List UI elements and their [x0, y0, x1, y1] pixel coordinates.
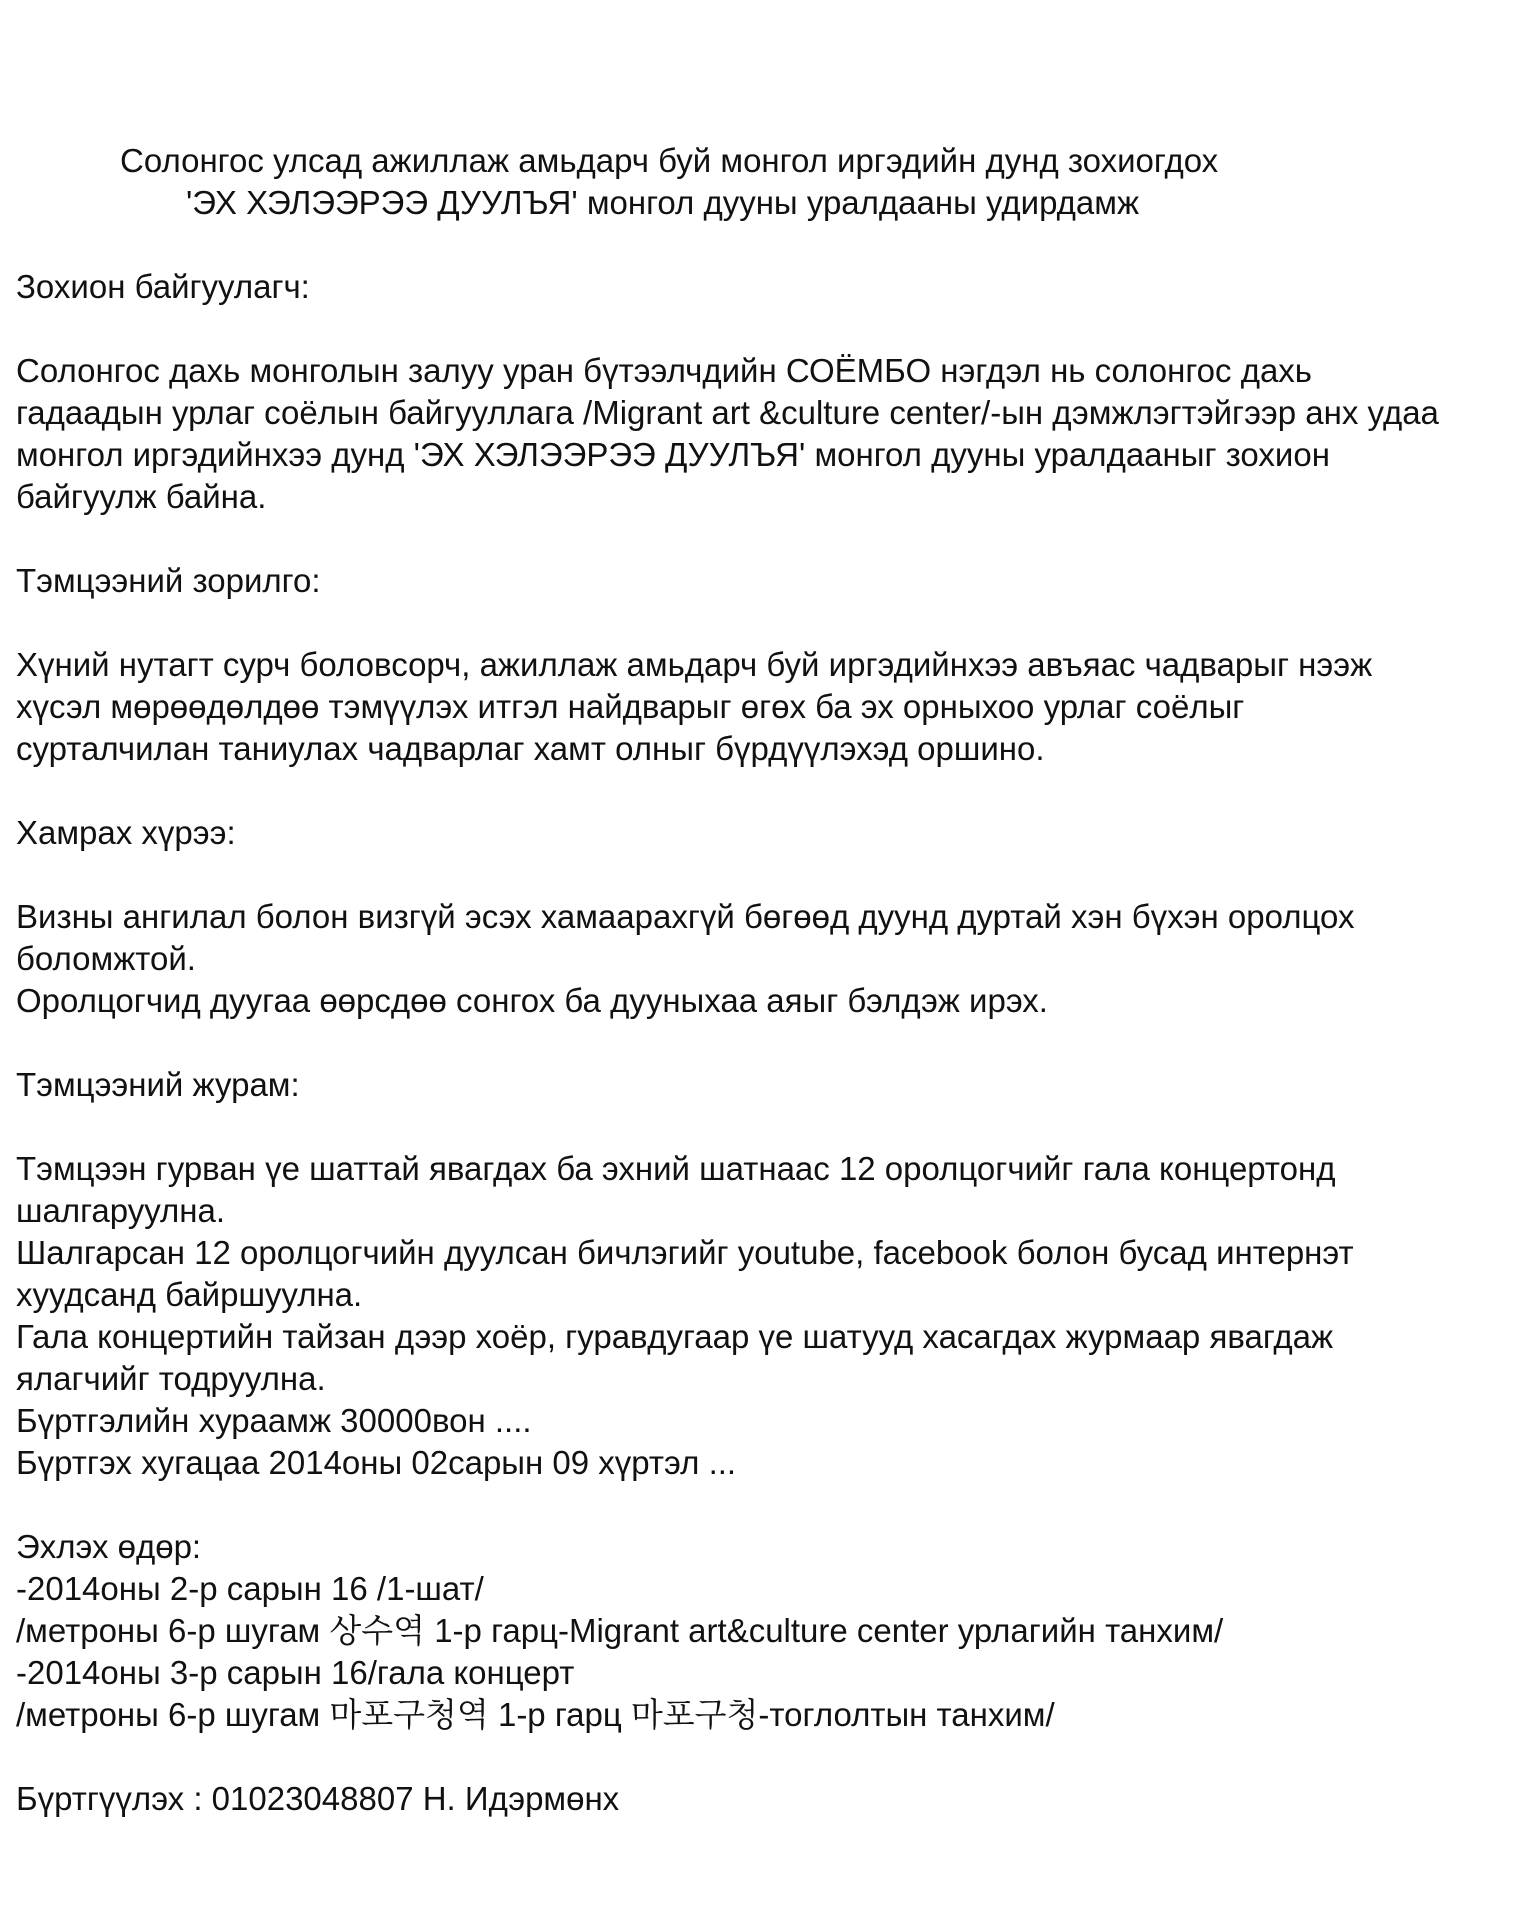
rules-heading: Тэмцээний журам: [16, 1066, 300, 1103]
rules-text-line: Шалгарсан 12 оролцогчийн дуулсан бичлэгийг youtube, facebook болон бусад интернэт [16, 1234, 1354, 1271]
spacer [16, 770, 1516, 812]
organizer-section [16, 266, 1516, 518]
goal-heading: Тэмцээний зорилго: [16, 562, 321, 599]
spacer [16, 602, 1516, 644]
document-title-line-2: 'ЭХ ХЭЛЭЭРЭЭ ДУУЛЪЯ' монгол дууны уралдааны удирдамж [186, 184, 1140, 221]
spacer [16, 1736, 1516, 1778]
goal-section [16, 560, 1516, 770]
scope-section [16, 812, 1516, 1022]
scope-text-line: боломжтой. [16, 940, 196, 977]
organizer-text-line: байгуулж байна. [16, 478, 267, 515]
rules-text-line: Гала концертийн тайзан дээр хоёр, гуравдугаар үе шатууд хасагдах журмаар явагдаж [16, 1318, 1334, 1355]
registrar-contact: Бүртгүүлэх : 01023048807 Н. Идэрмөнх [16, 1780, 620, 1817]
spacer [16, 1106, 1516, 1148]
start-section [16, 1526, 1516, 1736]
spacer [16, 518, 1516, 560]
rules-text-line: ялагчийг тодруулна. [16, 1360, 326, 1397]
start-text-line: -2014оны 2-р сарын 16 /1-шат/ [16, 1570, 484, 1607]
scope-text-line: Оролцогчид дуугаа өөрсдөө сонгох ба дууныхаа аяыг бэлдэж ирэх. [16, 982, 1048, 1019]
start-text-line: /метроны 6-р шугам 마포구청역 1-р гарц 마포구청-тоглолтын танхим/ [16, 1696, 1055, 1733]
document-body [16, 140, 1516, 1820]
rules-text-line: Бүртгэх хугацаа 2014оны 02сарын 09 хүртэл ... [16, 1444, 737, 1481]
goal-text-line: сурталчилан таниулах чадварлаг хамт олныг бүрдүүлэхэд оршино. [16, 730, 1045, 767]
rules-text-line: хуудсанд байршуулна. [16, 1276, 363, 1313]
start-text-line: -2014оны 3-р сарын 16/гала концерт [16, 1654, 575, 1691]
document-title-line-1: Солонгос улсад ажиллаж амьдарч буй монгол иргэдийн дунд зохиогдох [120, 142, 1219, 179]
spacer [16, 224, 1516, 266]
spacer [16, 1022, 1516, 1064]
organizer-text-line: монгол иргэдийнхээ дунд 'ЭХ ХЭЛЭЭРЭЭ ДУУЛЪЯ' монгол дууны уралдааныг зохион [16, 436, 1330, 473]
organizer-text-line: гадаадын урлаг соёлын байгууллага /Migrant art &culture center/-ын дэмжлэгтэйгээр анх удаа [16, 394, 1439, 431]
rules-section [16, 1064, 1516, 1484]
scope-heading: Хамрах хүрээ: [16, 814, 236, 851]
goal-text-line: хүсэл мөрөөдөлдөө тэмүүлэх итгэл найдварыг өгөх ба эх орныхоо урлаг соёлыг [16, 688, 1245, 725]
spacer [16, 854, 1516, 896]
scope-text-line: Визны ангилал болон визгүй эсэх хамаарахгүй бөгөөд дуунд дуртай хэн бүхэн оролцох [16, 898, 1355, 935]
spacer [16, 308, 1516, 350]
rules-text-line: Тэмцээн гурван үе шаттай явагдах ба эхний шатнаас 12 оролцогчийг гала концертонд [16, 1150, 1336, 1187]
spacer [16, 1484, 1516, 1526]
goal-text-line: Хүний нутагт сурч боловсорч, ажиллаж амьдарч буй иргэдийнхээ авъяас чадварыг нээж [16, 646, 1373, 683]
start-heading: Эхлэх өдөр: [16, 1528, 202, 1565]
organizer-text-line: Солонгос дахь монголын залуу уран бүтээлчдийн СОЁМБО нэгдэл нь солонгос дахь [16, 352, 1312, 389]
rules-text-line: шалгаруулна. [16, 1192, 226, 1229]
start-text-line: /метроны 6-р шугам 상수역 1-р гарц-Migrant art&culture center урлагийн танхим/ [16, 1612, 1224, 1649]
organizer-heading: Зохион байгуулагч: [16, 268, 310, 305]
rules-text-line: Бүртгэлийн хураамж 30000вон .... [16, 1402, 532, 1439]
